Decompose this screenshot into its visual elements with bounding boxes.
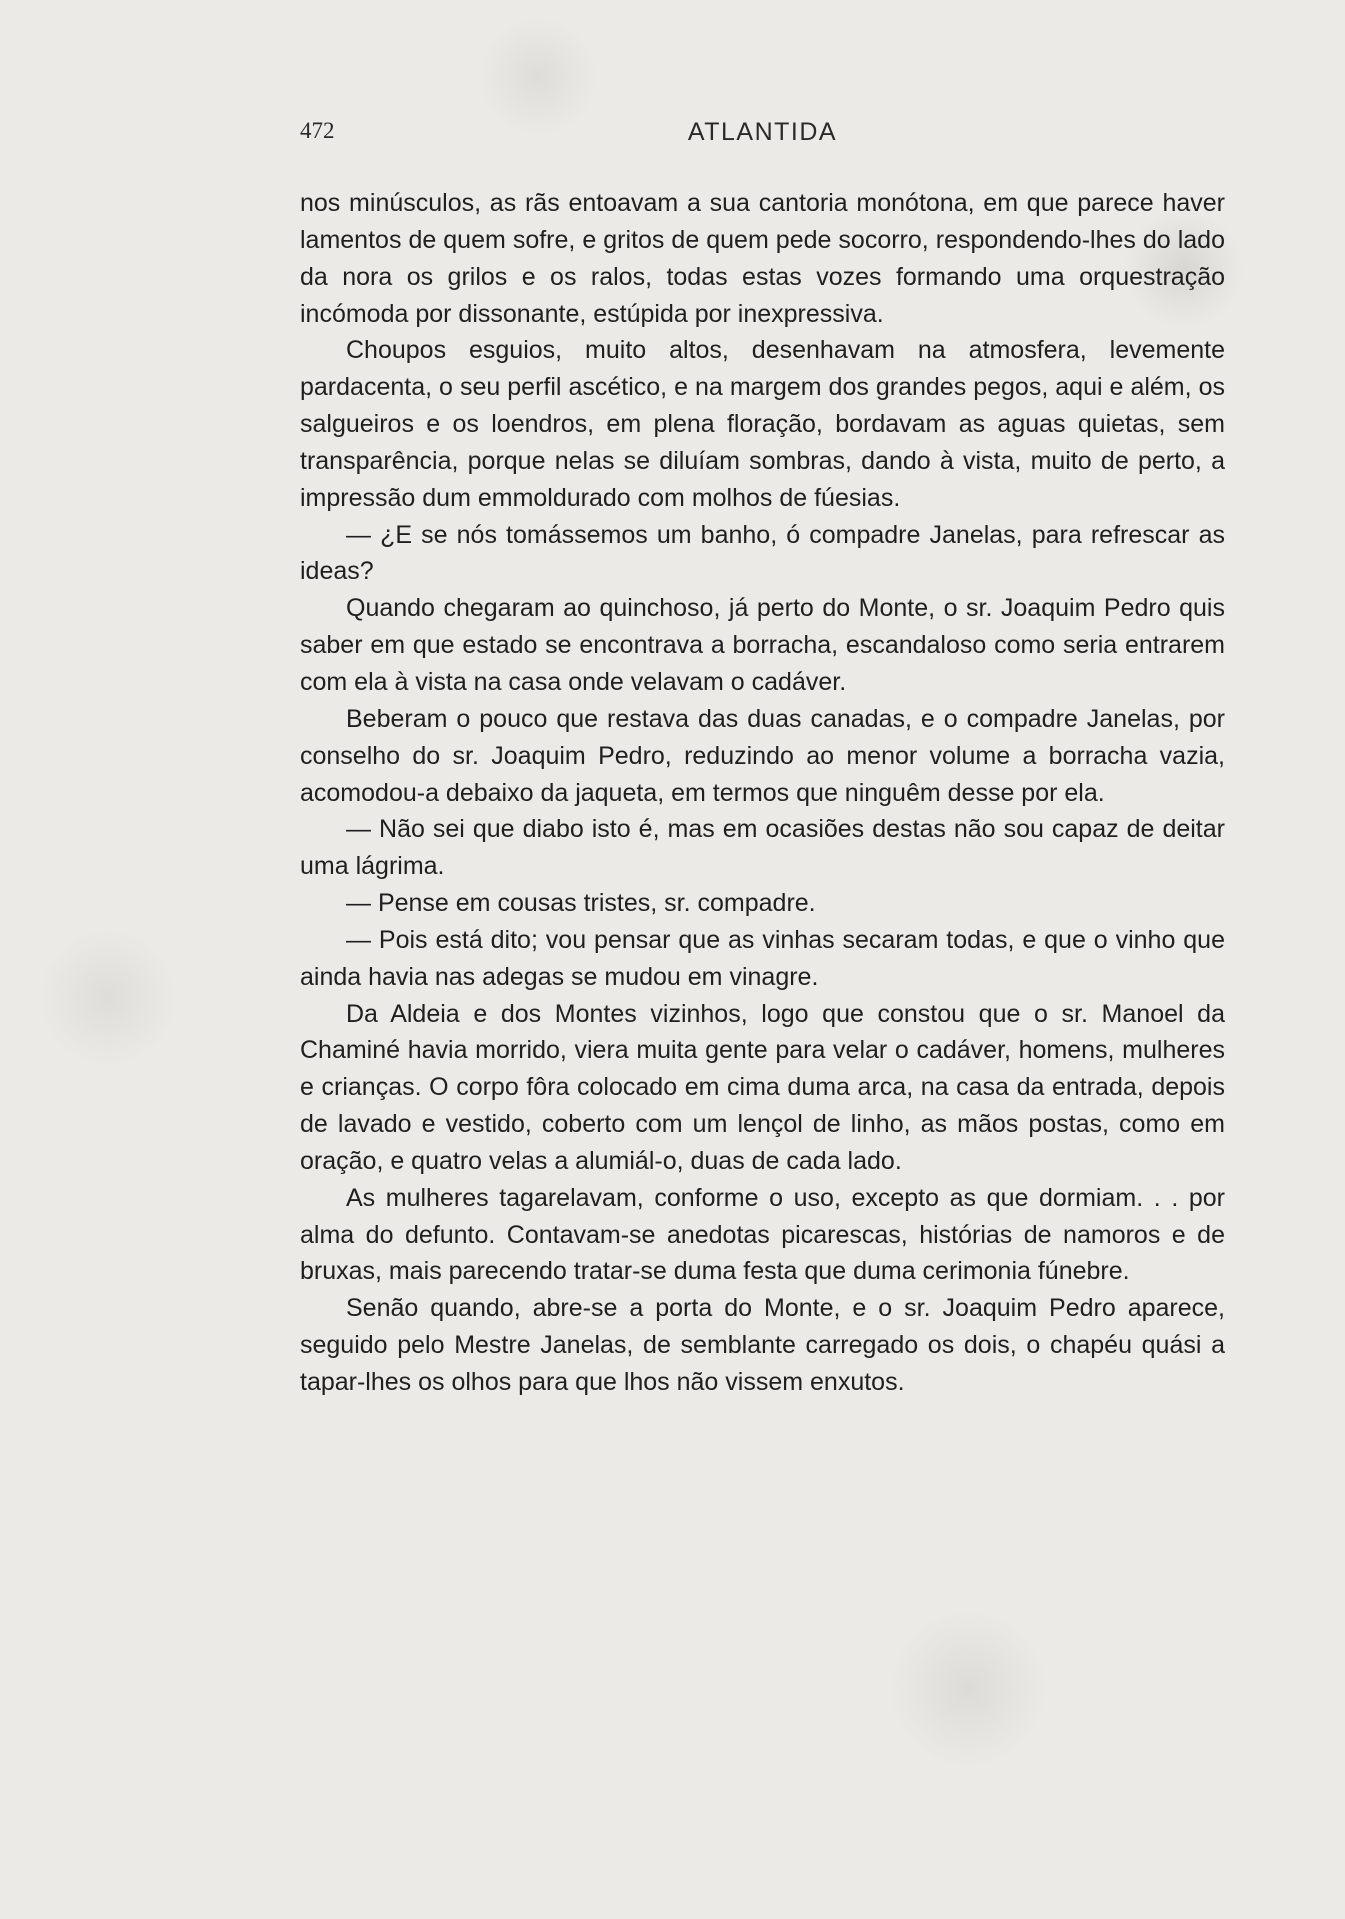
paragraph: Da Aldeia e dos Montes vizinhos, logo que constou que o sr. Manoel da Chaminé havia morrido, viera muita gente para velar o cadáver, homens, mulheres e crianças. O corpo fôra colocado em cima duma arca, na casa da entrada, depois de lavado e vestido, coberto com um lençol de linho, as mãos postas, como em oração, e quatro velas a alumiál-o, duas de cada lado. (300, 999, 1225, 1175)
paragraph: Choupos esguios, muito altos, desenhavam na atmosfera, levemente pardacenta, o seu perfil ascético, e na margem dos grandes pegos, aqui e além, os salgueiros e os loendros, em plena floração, bordavam as aguas quietas, sem transparência, porque nelas se diluíam sombras, dando à vista, muito de perto, a impressão dum emmoldurado com molhos de fúesias. (300, 336, 1225, 512)
dialogue-paragraph: — ¿E se nós tomássemos um banho, ó compadre Janelas, para refrescar as ideas? (300, 520, 1225, 586)
page-body (300, 185, 1225, 1401)
paragraph: Senão quando, abre-se a porta do Monte, e o sr. Joaquim Pedro aparece, seguido pelo Mestre Janelas, de semblante carregado os dois, o chapéu quási a tapar-lhes os olhos para que lhos não vissem enxutos. (300, 1294, 1225, 1396)
paragraph: Quando chegaram ao quinchoso, já perto do Monte, o sr. Joaquim Pedro quis saber em que estado se encontrava a borracha, escandaloso como seria entrarem com ela à vista na casa onde velavam o cadáver. (300, 594, 1225, 696)
paragraph: As mulheres tagarelavam, conforme o uso, excepto as que dormiam. . . por alma do defunto. Contavam-se anedotas picarescas, histórias de namoros e de bruxas, mais parecendo tratar-se duma festa que duma cerimonia fúnebre. (300, 1183, 1225, 1286)
dialogue-paragraph: — Pense em cousas tristes, sr. compadre. (346, 889, 816, 918)
page-number: 472 (300, 118, 335, 143)
dialogue-paragraph: — Pois está dito; vou pensar que as vinhas secaram todas, e que o vinho que ainda havia nas adegas se mudou em vinagre. (300, 925, 1225, 991)
dialogue-paragraph: — Não sei que diabo isto é, mas em ocasiões destas não sou capaz de deitar uma lágrima. (300, 815, 1225, 881)
page-header (300, 118, 1225, 152)
paragraph: nos minúsculos, as rãs entoavam a sua cantoria monótona, em que parece haver lamentos de quem sofre, e gritos de quem pede socorro, respondendo-lhes do lado da nora os grilos e os ralos, todas estas vozes formando uma orquestração incómoda por dissonante, estúpida por inexpressiva. (300, 189, 1225, 328)
running-title: ATLANTIDA (687, 118, 838, 146)
paragraph: Beberam o pouco que restava das duas canadas, e o compadre Janelas, por conselho do sr. Joaquim Pedro, reduzindo ao menor volume a borracha vazia, acomodou-a debaixo da jaqueta, em termos que ninguêm desse por ela. (300, 704, 1225, 807)
